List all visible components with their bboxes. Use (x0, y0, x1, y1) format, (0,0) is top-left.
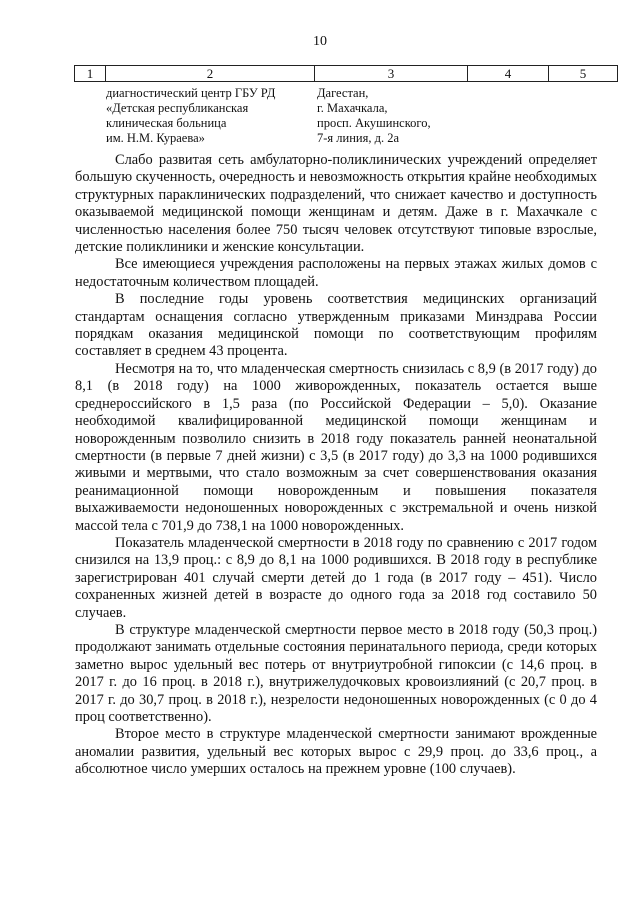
table-continuation-col3 (317, 86, 431, 146)
continuation-line: 7-я линия, д. 2а (317, 131, 400, 145)
table-header-cell: 2 (106, 66, 315, 82)
table-row (75, 66, 618, 82)
paragraph: Все имеющиеся учреждения расположены на первых этажах жилых домов с недостаточным количеством площадей. (75, 256, 597, 290)
paragraph: В структуре младенческой смертности первое место в 2018 году (50,3 проц.) продолжают занимать отдельные состояния перинатального периода, среди которых заметно вырос удельный вес потерь от внутриутробной гипоксии (с 14,6 проц. в 2017 г. до 16 проц. в 2018 г.), внутрижелудочковых кровоизлияний (с 20,7 проц. в 2017 г. до 30,7 проц. в 2018 г.), незрелости недоношенных новорожденных (с 0 до 4 проц соответственно). (75, 621, 597, 725)
paragraph: В последние годы уровень соответствия медицинских организаций стандартам оснащения согласно утвержденным приказами Минздрава России порядкам оказания медицинской помощи по соответствующим профилям составляет в среднем 43 процента. (75, 291, 597, 360)
paragraph: Несмотря на то, что младенческая смертность снизилась с 8,9 (в 2017 году) до 8,1 (в 2018 году) на 1000 живорожденных, показатель остается выше среднероссийского в 1,5 раза (по Российской Федерации – 5,0). Оказание необходимой квалифицированной медицинской помощи женщинам и новорожденным позволило снизить в 2018 году показатель ранней неонатальной смертности (в первые 7 дней жизни) с 3,5 (в 2017 году) до 3,3 на 1000 родившихся живыми и мертвыми, что стало возможным за счет совершенствования оказания реанимационной помощи новорожденным и повышения показателя выхаживаемости недоношенных новорожденных с экстремальной и очень низкой массой тела с 701,9 до 738,1 на 1000 новорожденных. (75, 360, 597, 534)
table-header-cell: 1 (75, 66, 106, 82)
continuation-line: клиническая больница (106, 116, 227, 130)
paragraph: Показатель младенческой смертности в 2018 году по сравнению с 2017 годом снизился на 13,9 проц.: с 8,9 до 8,1 на 1000 родившихся. В 2018 году в республике зарегистрирован 401 случай смерти детей до 1 года (в 2017 году – 451). Число сохраненных жизней детей в возрасте до одного года за 2018 год составило 50 случаев. (75, 534, 597, 621)
table-header-cell: 3 (315, 66, 468, 82)
document-body (75, 152, 597, 779)
table-header-cell: 4 (468, 66, 549, 82)
page-number: 10 (313, 34, 327, 49)
table-continuation-col2 (106, 86, 275, 146)
continuation-line: Дагестан, (317, 86, 369, 100)
continuation-line: «Детская республиканская (106, 101, 249, 115)
table-header-cell: 5 (549, 66, 618, 82)
continuation-line: диагностический центр ГБУ РД (106, 86, 276, 100)
continuation-line: просп. Акушинского, (317, 116, 431, 130)
continuation-line: им. Н.М. Кураева» (106, 131, 205, 145)
continuation-line: г. Махачкала, (317, 101, 388, 115)
paragraph: Второе место в структуре младенческой смертности занимают врожденные аномалии развития, удельный вес которых вырос с 29,9 проц. до 33,6 проц., а абсолютное число умерших осталось на прежнем уровне (100 случаев). (75, 726, 597, 778)
table-header-row (74, 65, 618, 82)
paragraph: Слабо развитая сеть амбулаторно-поликлинических учреждений определяет большую скученность, очередность и невозможность открытия крайне необходимых структурных параклинических подразделений, что снижает качество и доступность оказываемой медицинской помощи женщинам и детям. Даже в г. Махачкале с численностью населения более 750 тысяч человек отсутствуют типовые взрослые, детские поликлиники и женские консультации. (75, 152, 597, 256)
